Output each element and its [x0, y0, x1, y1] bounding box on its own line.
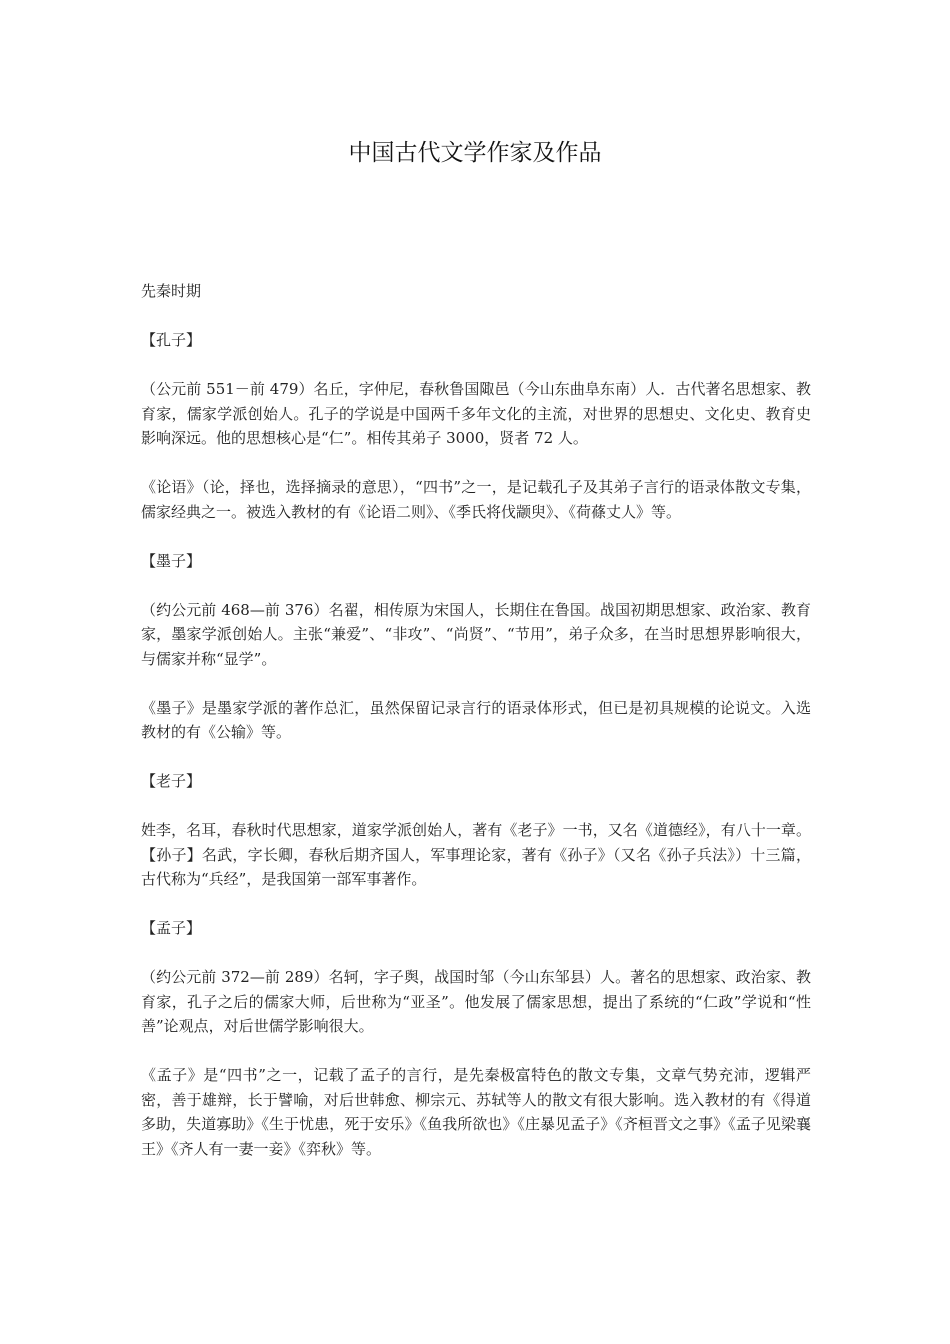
- paragraph-mencius-bio: （约公元前 372—前 289）名轲，字子舆，战国时邹（今山东邹县）人。著名的思想家、政治家、教育家，孔子之后的儒家大师，后世称为“亚圣”。他发展了儒家思想，提出了系统的“仁政”学说和“性善”论观点，对后世儒学影响很大。: [141, 968, 811, 1035]
- paragraph-confucius-bio: （公元前 551－前 479）名丘，字仲尼，春秋鲁国陬邑（今山东曲阜东南）人．古代著名思想家、教育家，儒家学派创始人。孔子的学说是中国两千多年文化的主流，对世界的思想史、文化史、教育史影响深远。他的思想核心是“仁”。相传其弟子 3000，贤者 72 人。: [141, 380, 811, 447]
- author-heading-confucius: 【孔子】: [141, 331, 202, 349]
- paragraph-analects: 《论语》（论，择也，选择摘录的意思），“四书”之一，是记载孔子及其弟子言行的语录体散文专集，儒家经典之一。被选入教材的有《论语二则》、《季氏将伐颛臾》、《荷蓧丈人》等。: [141, 478, 811, 521]
- paragraph-mozi-bio: （约公元前 468—前 376）名翟，相传原为宋国人，长期住在鲁国。战国初期思想家、政治家、教育家，墨家学派创始人。主张“兼爱”、“非攻”、“尚贤”、“节用”，弟子众多，在当时思想界影响很大，与儒家并称“显学”。: [141, 600, 811, 668]
- paragraph-mencius-book: 《孟子》是“四书”之一，记载了孟子的言行，是先秦极富特色的散文专集，文章气势充沛，逻辑严密，善于雄辩，长于譬喻，对后世韩愈、柳宗元、苏轼等人的散文有很大影响。选入教材的有《得道多助，失道寡助》《生于忧患，死于安乐》《鱼我所欲也》《庄暴见孟子》《齐桓晋文之事》《孟子见梁襄王》《齐人有一妻一妾》《弈秋》等。: [141, 1066, 811, 1158]
- author-heading-mozi: 【墨子】: [141, 551, 202, 570]
- paragraph-laozi-sunzi: 姓李，名耳，春秋时代思想家，道家学派创始人，著有《老子》一书，又名《道德经》，有八十一章。【孙子】名武，字长卿，春秋后期齐国人，军事理论家，著有《孙子》（又名《孙子兵法》）十三篇，古代称为“兵经”，是我国第一部军事著作。: [141, 821, 811, 888]
- author-heading-laozi: 【老子】: [141, 772, 202, 790]
- document-title: 中国古代文学作家及作品: [348, 140, 602, 166]
- document-body: [141, 279, 811, 1186]
- paragraph-mozi-book: 《墨子》是墨家学派的著作总汇，虽然保留记录言行的语录体形式，但已是初具规模的论说文。入选教材的有《公输》等。: [141, 698, 811, 741]
- author-heading-mencius: 【孟子】: [141, 919, 202, 937]
- section-heading-pre-qin: 先秦时期: [141, 282, 202, 300]
